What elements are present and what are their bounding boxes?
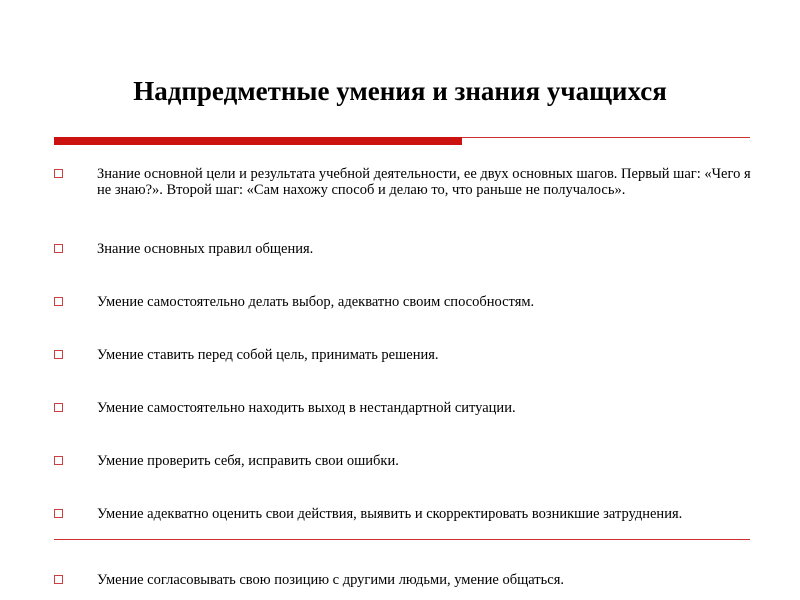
square-bullet-icon (54, 169, 63, 178)
square-bullet-icon (54, 403, 63, 412)
list-item-text: Умение адекватно оценить свои действия, выявить и скорректировать возникшие затруднения. (97, 506, 683, 522)
slide-title: Надпредметные умения и знания учащихся (133, 76, 667, 106)
list-item-text: Знание основных правил общения. (97, 241, 314, 257)
square-bullet-icon (54, 297, 63, 306)
list-item-text: Умение согласовывать свою позицию с другими людьми, умение общаться. (97, 572, 564, 588)
list-item-text: Умение проверить себя, исправить свои ошибки. (97, 453, 399, 469)
list-item-text: Умение самостоятельно делать выбор, адекватно своим способностям. (97, 294, 535, 310)
square-bullet-icon (54, 350, 63, 359)
list-item-text: Умение самостоятельно находить выход в нестандартной ситуации. (97, 400, 516, 416)
square-bullet-icon (54, 244, 63, 253)
square-bullet-icon (54, 575, 63, 584)
list-item-text: Умение ставить перед собой цель, принимать решения. (97, 347, 439, 363)
list-item-text: Знание основной цели и результата учебной деятельности, ее двух основных шагов. Первый шаг: «Чего я не знаю?». Второй шаг: «Сам нахожу способ и делаю то, что раньше не получалось». (97, 166, 751, 198)
square-bullet-icon (54, 456, 63, 465)
square-bullet-icon (54, 509, 63, 518)
